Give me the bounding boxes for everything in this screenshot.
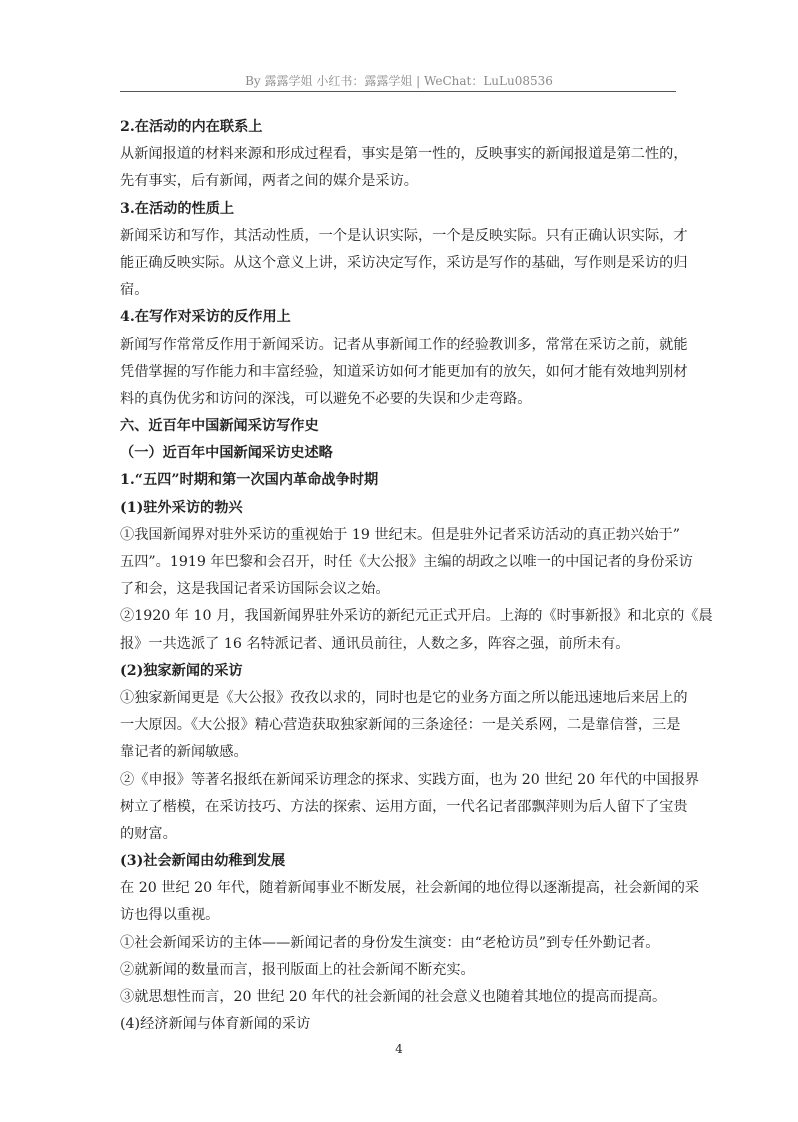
section-heading: 2.在活动的内在联系上 (120, 119, 263, 135)
document-body (120, 114, 713, 1038)
paragraph-line: ③就思想性而言，20 世纪 20 年代的社会新闻的社会意义也随着其地位的提高而提高。 (120, 989, 667, 1005)
section-heading: 3.在活动的性质上 (120, 200, 235, 217)
paragraph-line: 在 20 世纪 20 年代，随着新闻事业不断发展，社会新闻的地位得以逐渐提高，社会新闻的采 (120, 880, 700, 897)
paragraph-line: 了和会，这是我国记者采访国际会议之始。 (120, 581, 390, 598)
paragraph-line: 宿。 (120, 282, 149, 299)
paragraph-line: ①独家新闻更是《大公报》孜孜以求的，同时也是它的业务方面之所以能迅速地后来居上的 (120, 689, 688, 706)
paragraph-line: 的财富。 (120, 825, 177, 842)
paragraph-line: ②《申报》等著名报纸在新闻采访理念的探求、实践方面，也为 20 世纪 20 年代的中国报界 (120, 771, 700, 788)
paragraph-line: 先有事实，后有新闻，两者之间的媒介是采访。 (120, 173, 418, 190)
paragraph-line: 报》一共选派了 16 名特派记者、通讯员前往，人数之多，阵容之强，前所未有。 (120, 635, 630, 652)
paragraph-line: 五四”。1919 年巴黎和会召开，时任《大公报》主编的胡政之以唯一的中国记者的身份采访 (120, 554, 693, 570)
paragraph-line: ②就新闻的数量而言，报刊版面上的社会新闻不断充实。 (120, 961, 475, 978)
page-number: 4 (395, 1042, 403, 1056)
section-heading: （一）近百年中国新闻采访史述略 (120, 445, 333, 462)
paragraph-line: 料的真伪优劣和访问的深浅，可以避免不必要的失误和少走弯路。 (120, 390, 532, 407)
section-heading: (1)驻外采访的勃兴 (120, 499, 243, 516)
paragraph-line: 一大原因。《大公报》精心营造获取独家新闻的三条途径：一是关系网，二是靠信誉，三是 (120, 717, 681, 734)
paragraph-line: (4)经济新闻与体育新闻的采访 (120, 1016, 311, 1033)
section-heading: 六、近百年中国新闻采访写作史 (120, 418, 319, 435)
paragraph-line: 靠记者的新闻敏感。 (120, 744, 248, 761)
section-heading: 4.在写作对采访的反作用上 (120, 309, 291, 326)
page-header: By 露露学姐 小红书：露露学姐 | WeChat：LuLu08536 (245, 74, 553, 88)
paragraph-line: 访也得以重视。 (120, 907, 220, 924)
paragraph-line: 新闻写作常常反作用于新闻采访。记者从事新闻工作的经验教训多，常常在采访之前，就能 (120, 336, 688, 353)
paragraph-line: 树立了楷模，在采访技巧、方法的探索、运用方面，一代名记者邵飘萍则为后人留下了宝贵 (120, 798, 688, 815)
paragraph-line: 新闻采访和写作，其活动性质，一个是认识实际，一个是反映实际。只有正确认识实际，才 (120, 227, 688, 244)
section-heading: 1.“五四”时期和第一次国内革命战争时期 (120, 472, 379, 489)
paragraph-line: 从新闻报道的材料来源和形成过程看，事实是第一性的，反映事实的新闻报道是第二性的， (120, 146, 688, 163)
paragraph-line: ①社会新闻采访的主体——新闻记者的身份发生演变：由“老枪访员”到专任外勤记者。 (120, 934, 660, 951)
paragraph-line: 能正确反映实际。从这个意义上讲，采访决定写作，采访是写作的基础，写作则是采访的归 (120, 254, 688, 271)
paragraph-line: ①我国新闻界对驻外采访的重视始于 19 世纪末。但是驻外记者采访活动的真正勃兴始于” (120, 526, 680, 543)
header-rule (120, 91, 676, 92)
section-heading: (2)独家新闻的采访 (120, 662, 243, 679)
paragraph-line: ②1920 年 10 月，我国新闻界驻外采访的新纪元正式开启。上海的《时事新报》和北京的《晨 (120, 608, 713, 625)
section-heading: (3)社会新闻由幼稚到发展 (120, 853, 286, 870)
paragraph-line: 凭借掌握的写作能力和丰富经验，知道采访如何才能更加有的放矢，如何才能有效地判别材 (120, 363, 688, 380)
